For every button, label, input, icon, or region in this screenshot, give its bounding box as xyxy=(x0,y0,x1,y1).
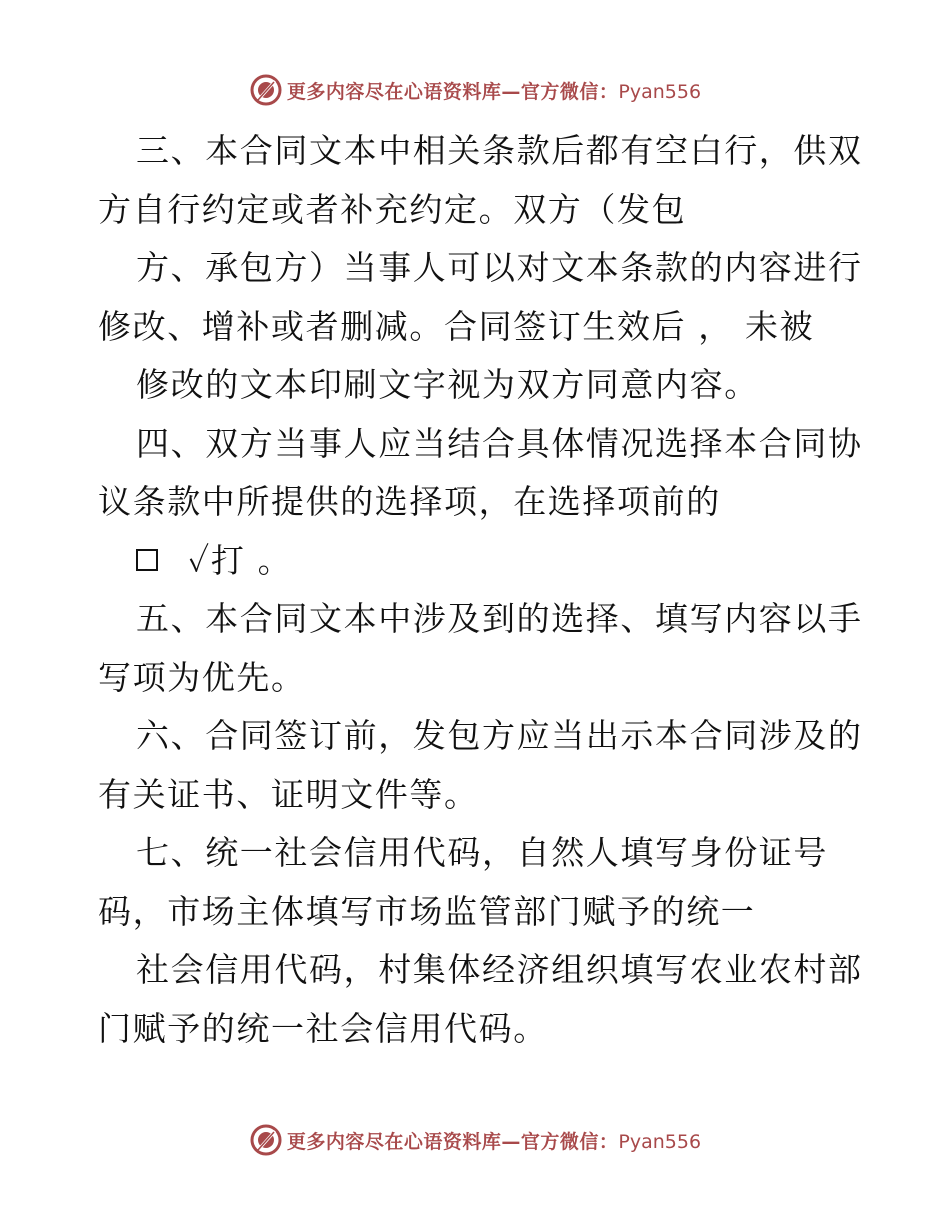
paragraph-line: 三、本合同文本中相关条款后都有空白行，供双 xyxy=(136,131,863,170)
paragraph-line: 修改的文本印刷文字视为双方同意内容。 xyxy=(136,365,759,404)
checkbox-square-icon xyxy=(136,549,158,571)
paragraph-line: 七、统一社会信用代码，自然人填写身份证号 xyxy=(136,833,828,872)
watermark-wechat-id: Pyan556 xyxy=(618,80,702,103)
paragraph-line: 议条款中所提供的选择项，在选择项前的 xyxy=(98,482,721,521)
watermark-text: 更多内容尽在心语资料库—官方微信： xyxy=(286,1130,619,1153)
checkbox-instruction-line xyxy=(98,532,858,591)
paragraph-line: 码，市场主体填写市场监管部门赋予的统一 xyxy=(98,891,756,931)
paragraph-line: 五、本合同文本中涉及到的选择、填写内容以手 xyxy=(136,599,863,638)
paragraph-line: 修改、增补或者删减。合同签订生效后 ， 未被 xyxy=(98,306,815,346)
paragraph-line: 社会信用代码，村集体经济组织填写农业农村部 xyxy=(136,950,863,989)
paragraph-line: 四、双方当事人应当结合具体情况选择本合同协 xyxy=(136,423,863,463)
paragraph-line: 写项为优先。 xyxy=(98,657,306,697)
paragraph-line: 有关证书、证明文件等。 xyxy=(98,774,479,814)
document-body xyxy=(98,122,863,1058)
watermark-footer xyxy=(0,1120,950,1160)
watermark-header xyxy=(0,70,950,110)
paragraph-line: 方、承包方）当事人可以对文本条款的内容进行 xyxy=(136,248,863,287)
watermark-wechat-id: Pyan556 xyxy=(618,1130,702,1153)
watermark-logo-icon xyxy=(249,1123,283,1157)
paragraph-line: 六、合同签订前，发包方应当出示本合同涉及的 xyxy=(136,716,863,755)
paragraph-line: 方自行约定或者补充约定。双方（发包 xyxy=(98,189,687,229)
watermark-text: 更多内容尽在心语资料库—官方微信： xyxy=(286,80,619,103)
checkmark-instruction: ✓打 。 xyxy=(188,540,293,580)
watermark-logo-icon xyxy=(249,73,283,107)
paragraph-line: 门赋予的统一社会信用代码。 xyxy=(98,1008,548,1048)
